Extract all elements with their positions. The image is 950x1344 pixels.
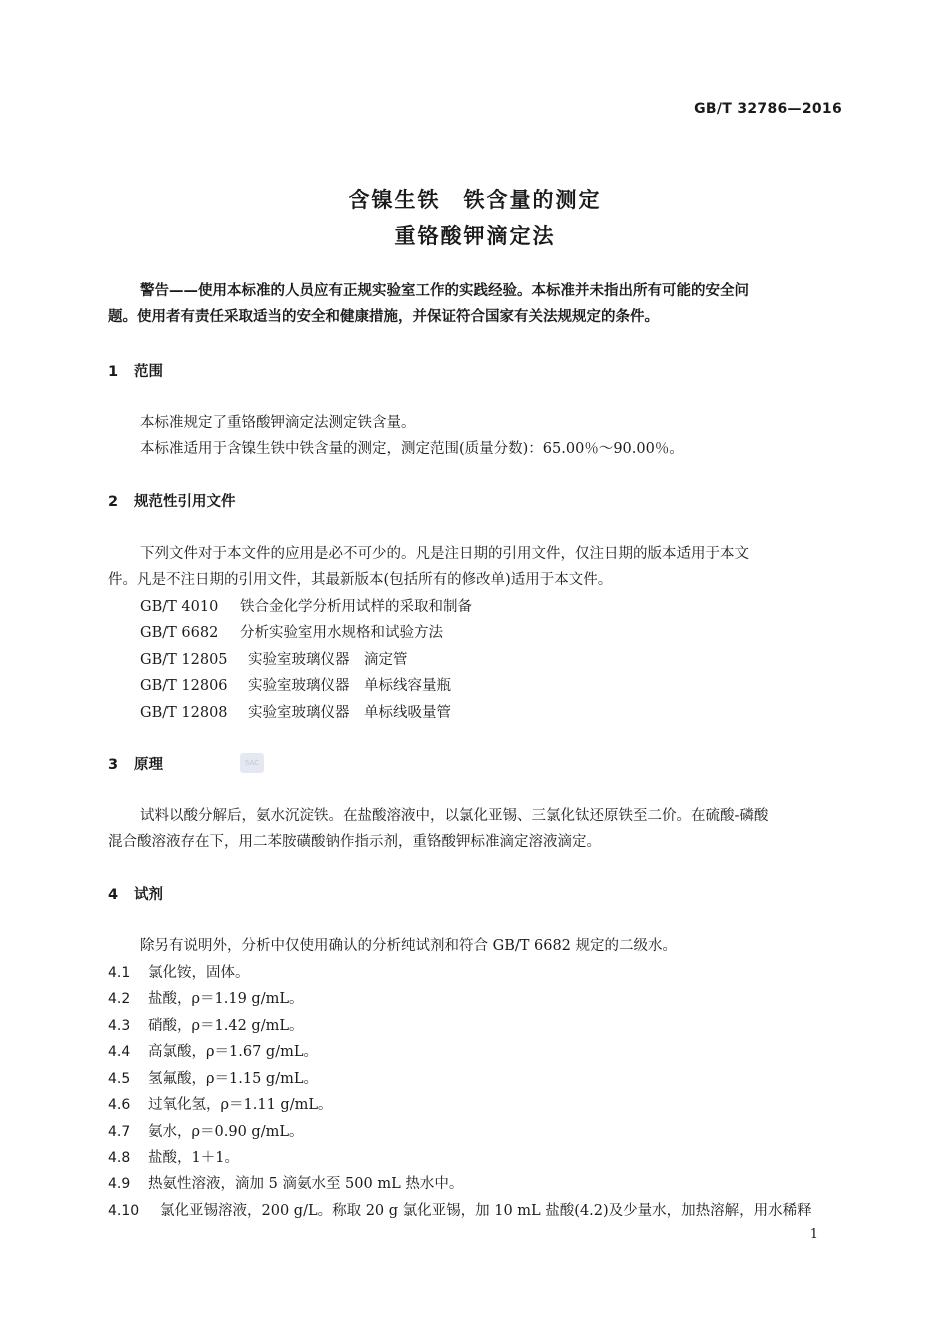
reference-item: [140, 621, 443, 642]
reagent-text: 氨水，ρ＝0.90 g/mL。: [148, 1124, 304, 1140]
scope-paragraph-2: 本标准适用于含镍生铁中铁含量的测定，测定范围(质量分数)：65.00％～90.00％。: [140, 441, 684, 457]
sac-watermark-logo: SAC: [240, 753, 264, 773]
reagent-item: [108, 1014, 303, 1035]
reference-item: [140, 701, 451, 722]
reagent-number: 4.1: [108, 965, 131, 981]
warning-line-1: 警告——使用本标准的人员应有正规实验室工作的实践经验。本标准并未指出所有可能的安全问: [140, 283, 749, 299]
reagent-item: [108, 1199, 812, 1220]
section-heading-principle: [108, 753, 163, 774]
section-number: 2: [108, 494, 119, 510]
reagent-item: [108, 1172, 463, 1193]
reference-title: 铁合金化学分析用试样的采取和制备: [240, 599, 472, 615]
reagent-number: 4.2: [108, 991, 131, 1007]
reagent-number: 4.7: [108, 1124, 131, 1140]
document-subtitle: 重铬酸钾滴定法: [394, 224, 556, 248]
reagent-text: 氢氟酸，ρ＝1.15 g/mL。: [148, 1071, 318, 1087]
references-intro-line-2: 件。凡是不注日期的引用文件，其最新版本(包括所有的修改单)适用于本文件。: [108, 572, 613, 588]
reference-code: GB/T 12806: [140, 678, 228, 694]
reference-title: 实验室玻璃仪器 单标线容量瓶: [248, 678, 451, 694]
reagent-number: 4.8: [108, 1150, 131, 1166]
scope-paragraph-1: 本标准规定了重铬酸钾滴定法测定铁含量。: [140, 415, 416, 431]
reagent-number: 4.5: [108, 1071, 131, 1087]
section-number: 3: [108, 757, 119, 773]
reagents-intro: 除另有说明外，分析中仅使用确认的分析纯试剂和符合 GB/T 6682 规定的二级水。: [140, 938, 678, 954]
reagent-item: [108, 1093, 332, 1114]
reference-title: 实验室玻璃仪器 单标线吸量管: [248, 705, 451, 721]
section-number: 1: [108, 364, 119, 380]
reagent-number: 4.10: [108, 1203, 140, 1219]
reagent-text: 高氯酸，ρ＝1.67 g/mL。: [148, 1044, 318, 1060]
reference-code: GB/T 6682: [140, 625, 219, 641]
reagent-number: 4.6: [108, 1097, 131, 1113]
reagent-item: [108, 1120, 303, 1141]
reference-title: 实验室玻璃仪器 滴定管: [248, 652, 408, 668]
section-title: 原理: [134, 757, 163, 773]
reagent-text: 盐酸，ρ＝1.19 g/mL。: [148, 991, 304, 1007]
references-intro-line-1: 下列文件对于本文件的应用是必不可少的。凡是注日期的引用文件，仅注日期的版本适用于本文: [140, 546, 749, 562]
reference-item: [140, 674, 451, 695]
reagent-text: 氯化铵，固体。: [148, 965, 250, 981]
warning-line-2: 题。使用者有责任采取适当的安全和健康措施，并保证符合国家有关法规规定的条件。: [108, 309, 659, 325]
principle-line-2: 混合酸溶液存在下，用二苯胺磺酸钠作指示剂，重铬酸钾标准滴定溶液滴定。: [108, 834, 601, 850]
standard-code: GB/T 32786—2016: [694, 101, 842, 117]
principle-line-1: 试料以酸分解后，氨水沉淀铁。在盐酸溶液中，以氯化亚锡、三氯化钛还原铁至二价。在硫酸-磷酸: [140, 808, 769, 824]
reagent-item: [108, 987, 303, 1008]
reagent-text: 氯化亚锡溶液，200 g/L。称取 20 g 氯化亚锡，加 10 mL 盐酸(4.2)及少量水，加热溶解，用水稀释: [160, 1203, 812, 1219]
reagent-number: 4.9: [108, 1176, 131, 1192]
document-title: 含镍生铁 铁含量的测定: [348, 188, 602, 212]
reference-title: 分析实验室用水规格和试验方法: [240, 625, 443, 641]
reagent-number: 4.4: [108, 1044, 131, 1060]
section-heading-reagents: [108, 883, 163, 904]
section-number: 4: [108, 887, 119, 903]
reference-code: GB/T 12805: [140, 652, 228, 668]
reagent-number: 4.3: [108, 1018, 131, 1034]
reagent-item: [108, 1067, 318, 1088]
reagent-item: [108, 961, 250, 982]
reference-item: [140, 648, 408, 669]
page-number: 1: [809, 1227, 818, 1242]
section-title: 试剂: [134, 887, 163, 903]
reference-code: GB/T 4010: [140, 599, 219, 615]
reagent-item: [108, 1040, 318, 1061]
reagent-text: 热氨性溶液，滴加 5 滴氨水至 500 mL 热水中。: [148, 1176, 464, 1192]
reference-item: [140, 595, 472, 616]
reagent-text: 过氧化氢，ρ＝1.11 g/mL。: [148, 1097, 333, 1113]
section-heading-normative-references: [108, 490, 236, 511]
reference-code: GB/T 12808: [140, 705, 228, 721]
reagent-text: 盐酸，1＋1。: [148, 1150, 239, 1166]
section-title: 规范性引用文件: [134, 494, 236, 510]
reagent-item: [108, 1146, 239, 1167]
section-heading-scope: [108, 360, 163, 381]
reagent-text: 硝酸，ρ＝1.42 g/mL。: [148, 1018, 304, 1034]
section-title: 范围: [134, 364, 163, 380]
